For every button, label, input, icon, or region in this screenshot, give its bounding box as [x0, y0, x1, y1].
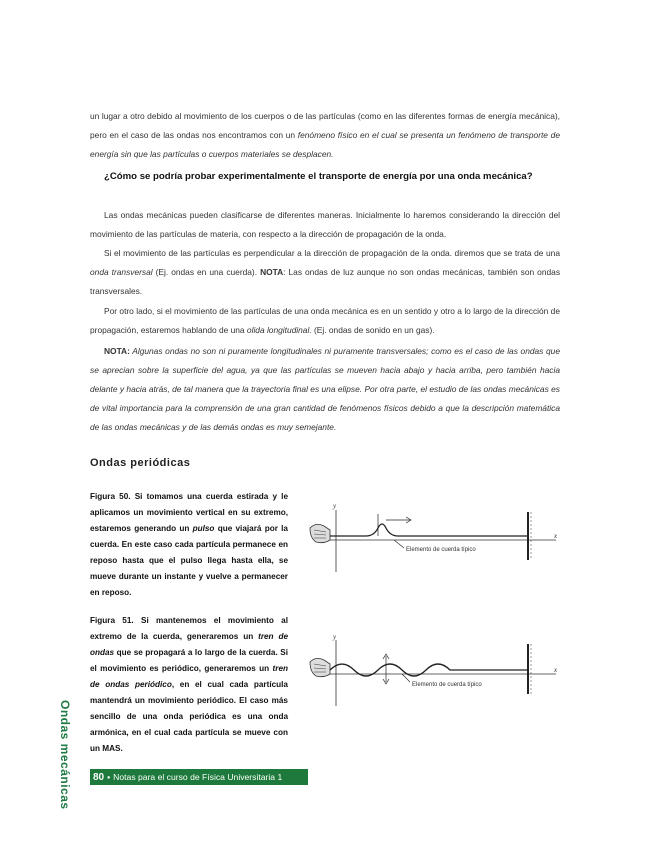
hand-icon	[310, 524, 330, 542]
p2-d: : Las ondas de luz aunque no son ondas mecánicas, también son ondas transversales.	[90, 267, 561, 296]
p3-b: olida longitudinal.	[246, 325, 312, 335]
nota2-text: Algunas ondas no son ni puramente longitudinales ni puramente transversales; como es el caso de las ondas que se aprecian sobre la superficie del agua, ya que las partículas se mueven hacia abajo y hacia arriba, pero también hacia delante y hacia atrás, de tal manera que la trayectoria final es una elipse. Por otra parte, el estudio de las ondas mecánicas es de vital importancia para la comprensión de una gran cantidad de fenómenos físicos debido a que la descripción matemática de las ondas mecánicas y de las demás ondas es muy semejante.	[90, 346, 560, 432]
intro-line2a: pero en el caso de las ondas nos encontramos con un	[90, 130, 298, 140]
fig50-b: pulso	[192, 524, 215, 533]
p3-c: (Ej. ondas de sonido en un gas).	[311, 325, 435, 335]
footer-bar	[90, 769, 308, 785]
fig51-d: tren de ondas periódico	[90, 664, 288, 689]
fig50-axis-y: y	[333, 502, 337, 510]
intro-line1: un lugar a otro debido al movimiento de los cuerpos o de las partículas (como en las diferentes formas de energía mecánica),	[90, 111, 560, 121]
fig51-axis-x: x	[554, 666, 558, 674]
p2-nota: NOTA	[260, 267, 284, 277]
intro-paragraph	[90, 107, 560, 164]
paragraph-classification	[90, 206, 560, 244]
fig50-a: Figura 50. Si tomamos una cuerda estirada y le aplicamos un movimiento vertical en su extremo, estaremos generando un	[90, 492, 288, 533]
fig51-element-label: Elemento de cuerda típico	[412, 682, 482, 688]
figure50-diagram	[306, 500, 566, 582]
fig51-e: , en el cual cada partícula mantendrá un movimiento periódico. El caso más sencillo de una onda periódica es una onda armónica, en el cual cada partícula se mueve con un MAS.	[90, 680, 288, 753]
page-number: 80	[93, 772, 105, 783]
fig50-element-label: Elemento de cuerda típico	[406, 547, 476, 553]
fig51-a: Figura 51. Si mantenemos el movimiento al extremo de la cuerda, generaremos un	[90, 616, 288, 641]
paragraph-nota	[90, 342, 560, 437]
fig51-b: tren de ondas	[90, 632, 288, 657]
footer-title: Notas para el curso de Física Universitaria 1	[113, 772, 283, 782]
figure50-caption	[90, 489, 288, 601]
fig50-c: que viajará por la cuerda. En este caso cada partícula permanece en reposo hasta que el pulso llega hasta ella, se mueve durante un instante y vuelve a permanecer en reposo.	[90, 524, 288, 597]
nota2-label: NOTA:	[104, 346, 130, 356]
section-title: Ondas periódicas	[90, 457, 191, 469]
p1-text: Las ondas mecánicas pueden clasificarse de diferentes maneras. Inicialmente lo haremos considerando la dirección del movimiento de las partículas de materia, con respecto a la dirección de propagación de la onda.	[90, 210, 560, 239]
question-heading: ¿Cómo se podría probar experimentalmente el transporte de energía por una onda mecánica?	[104, 171, 533, 182]
p2-b: onda transversal	[90, 267, 153, 277]
fig51-axis-y: y	[333, 633, 337, 641]
fig51-c: que se propagará a lo largo de la cuerda. Si el movimiento es periódico, generaremos un	[90, 648, 288, 673]
footer-bullet: ▪	[107, 772, 111, 782]
p2-a: Si el movimiento de las partículas es perpendicular a la dirección de propagación de la onda. diremos que se trata de una	[104, 248, 560, 258]
paragraph-transversal	[90, 244, 560, 301]
side-section-label: Ondas mecánicas	[58, 700, 72, 810]
paragraph-longitudinal	[90, 302, 560, 340]
hand-icon	[310, 658, 330, 676]
p2-c: (Ej. ondas en una cuerda).	[152, 267, 261, 277]
figure51-diagram	[306, 632, 566, 712]
p3-a: Por otro lado, si el movimiento de las partículas de una onda mecánica es en un sentido y otro a lo largo de la dirección de propagación, estaremos hablando de una	[90, 306, 560, 335]
fig50-axis-x: x	[554, 532, 558, 540]
intro-line2b: fenómeno físico en el cual se presenta un fenómeno de transporte de energía sin que las partículas o cuerpos materiales se desplacen.	[90, 130, 560, 159]
figure51-caption	[90, 613, 288, 757]
